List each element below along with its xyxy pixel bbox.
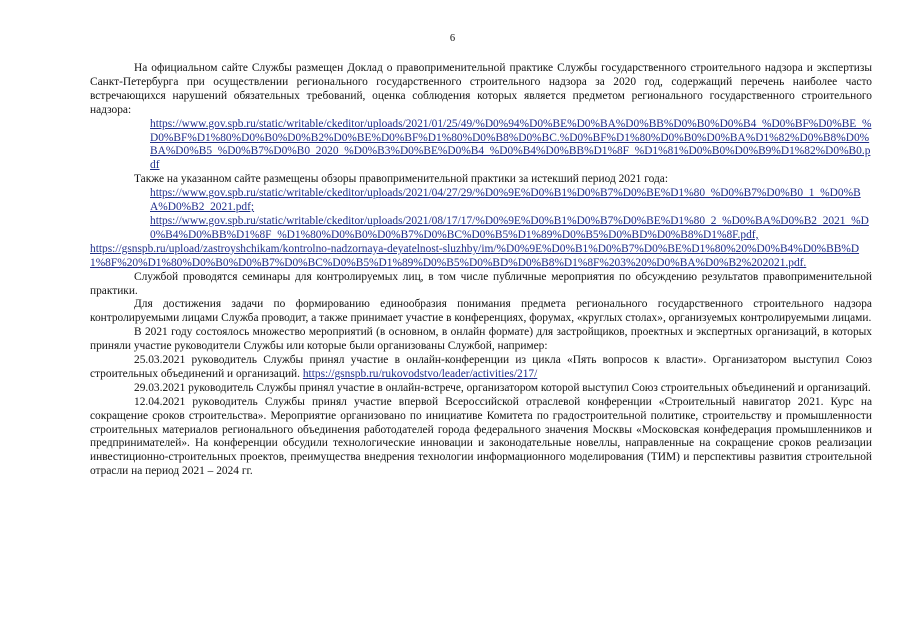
event-2503-text: 25.03.2021 руководитель Службы принял участие в онлайн-конференции из цикла «Пять вопросов к власти». Организатором выступил Союз строительных объединений и организаций.	[90, 354, 872, 380]
paragraph-event-1204: 12.04.2021 руководитель Службы принял участие впервой Всероссийской отраслевой конференции «Строительный навигатор 2021. Курс на сокращение сроков строительства». Мероприятие организовано по инициативе Комитета по градостроительной политике, строительству и промышленности строительных материалов регионального объединения работодателей города федерального значения Москвы «Московская конфедерация промышленников и предпринимателей». На конференции обсудили технологические инновации и законодательные новеллы, направленные на сокращение сроков реализации инвестиционно-строительных проектов, преимущества внедрения технологии информационного моделирования (ТИМ) и перспективы развития строительной отрасли на период 2021 – 2024 гг.	[90, 395, 872, 478]
paragraph-reviews-intro: Также на указанном сайте размещены обзоры правоприменительной практики за истекший период 2021 года:	[134, 173, 668, 186]
paragraph-review-q2-link	[90, 215, 872, 243]
paragraph-review-q3-link	[90, 243, 872, 271]
paragraph-report-intro: На официальном сайте Службы размещен Доклад о правоприменительной практике Службы государственного строительного надзора и экспертизы Санкт-Петербурга при осуществлении регионального государственного строительного надзора за 2020 год, содержащий перечень наиболее часто встречающихся нарушений обязательных требований, оценка соблюдения которых является предметом регионального государственного строительного надзора:	[90, 62, 872, 116]
paragraph-conferences: Для достижения задачи по формированию единообразия понимания предмета регионального государственного строительного надзора контролируемыми лицами Служба проводит, а также принимает участие в конференциях, форумах, «круглых столах», организуемых контролируемыми лицами.	[90, 298, 872, 325]
event-2503-link[interactable]: https://gsnspb.ru/rukovodstvo/leader/activities/217/	[302, 367, 538, 380]
paragraph-report-link	[90, 118, 872, 174]
review-q2-link[interactable]: https://www.gov.spb.ru/static/writable/ckeditor/uploads/2021/08/17/17/%D0%9E%D0%B1%D0%B7%D0%BE%D1%80_2_%D0%BA%D0%B2_2021_%D0%B4%D0%BB%D1%8F_%D1%80%D0%B0%D0%B7%D0%BC%D0%B5%D1%89%D0%B5%D0%BD%D0%B8%D1%8F.pdf,	[150, 214, 869, 241]
paragraph-events-2021: В 2021 году состоялось множество мероприятий (в основном, в онлайн формате) для застройщиков, проектных и экспертных организаций, в которых приняли участие руководители Службы или которые были организованы Службой, например:	[90, 326, 872, 353]
review-q1-link[interactable]: https://www.gov.spb.ru/static/writable/ckeditor/uploads/2021/04/27/29/%D0%9E%D0%B1%D0%B7%D0%BE%D1%80_%D0%B7%D0%B0_1_%D0%BA%D0%B2_2021.pdf;	[150, 187, 861, 214]
paragraph-seminars: Службой проводятся семинары для контролируемых лиц, в том числе публичные мероприятия по обсуждению результатов правоприменительной практики.	[90, 270, 872, 297]
review-q3-link[interactable]: https://gsnspb.ru/upload/zastroyshchikam/kontrolno-nadzornaya-deyatelnost-sluzhby/im/%D0%9E%D0%B1%D0%B7%D0%BE%D1%80%20%D0%B4%D0%BB%D1%8F%20%D1%80%D0%B0%D0%B7%D0%BC%D0%B5%D1%89%D0%B5%D0%BD%D0%B8%D1%8F%203%20%D0%BA%D0%B2%202021.pdf.	[90, 242, 860, 269]
report-2020-link[interactable]: https://www.gov.spb.ru/static/writable/ckeditor/uploads/2021/01/25/49/%D0%94%D0%BE%D0%BA%D0%BB%D0%B0%D0%B4_%D0%BF%D0%BE_%D0%BF%D1%80%D0%B0%D0%B2%D0%BE%D0%BF%D1%80%D0%B8%D0%BC.%D0%BF%D1%80%D0%B0%D0%BA%D1%82%D0%B8%D0%BA%D0%B5_%D0%B7%D0%B0_2020_%D0%B3%D0%BE%D0%B4_%D0%B4%D0%BB%D1%8F_%D1%81%D0%B0%D0%B9%D1%82%D0%B0.pdf	[150, 117, 872, 172]
paragraph-review-q1-link	[90, 187, 872, 215]
page-number: 6	[449, 33, 456, 44]
document-body	[90, 62, 872, 479]
paragraph-event-2503	[90, 354, 872, 382]
paragraph-event-2903: 29.03.2021 руководитель Службы принял участие в онлайн-встрече, организатором которой выступил Союз строительных объединений и организаций.	[134, 381, 871, 394]
